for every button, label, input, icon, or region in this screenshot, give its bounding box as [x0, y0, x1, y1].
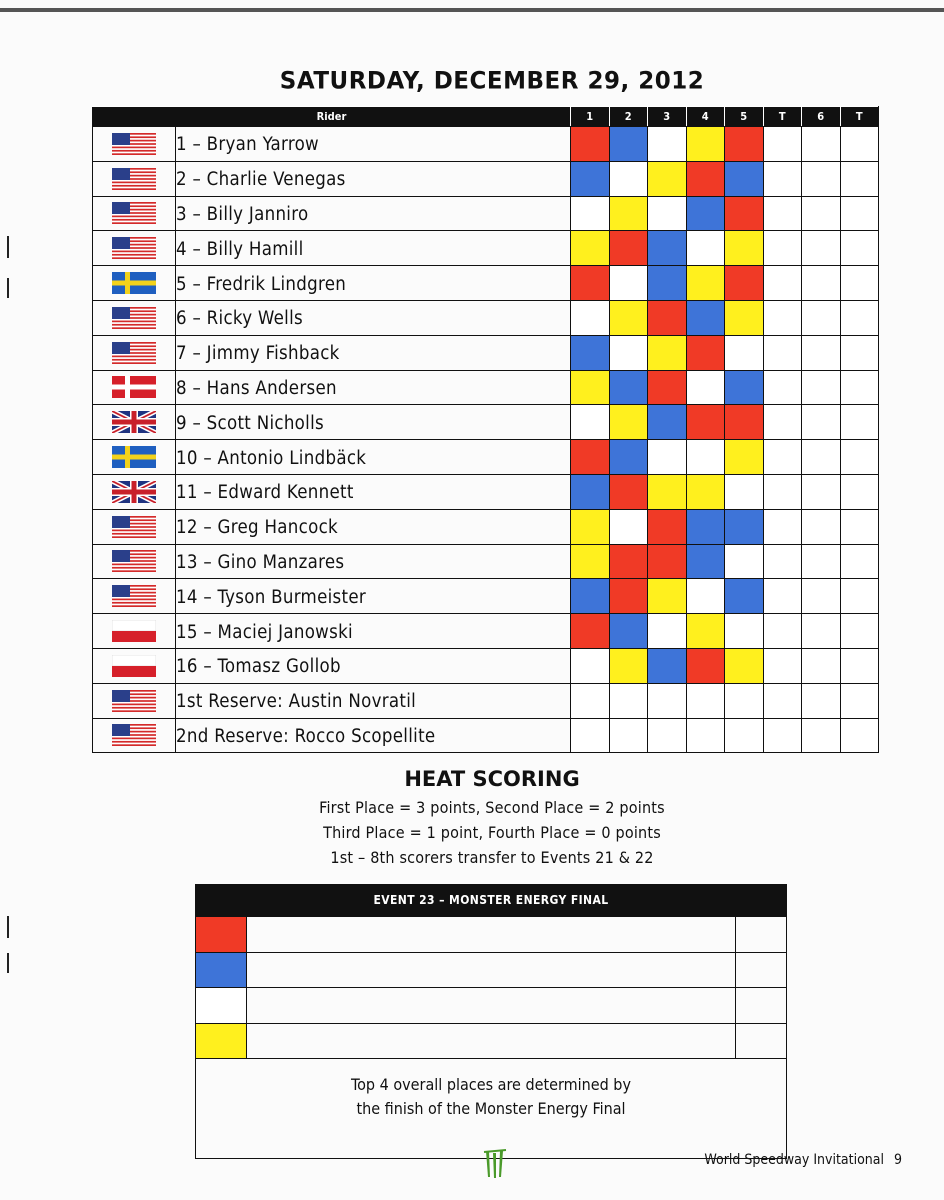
final-rider-cell: [247, 988, 736, 1023]
gate-cell: [802, 440, 841, 475]
gate-cell: [609, 544, 648, 579]
gate-cell: [686, 579, 725, 614]
gate-cell: [648, 544, 687, 579]
flag-cell: [93, 231, 176, 266]
gate-cell: [763, 474, 802, 509]
gate-cell: [686, 266, 725, 301]
flag-cell: [93, 440, 176, 475]
gate-cell: [763, 405, 802, 440]
gate-cell: [763, 266, 802, 301]
rider-row: [93, 266, 879, 301]
gate-cell: [802, 579, 841, 614]
gate-cell: [725, 474, 764, 509]
gate-cell: [802, 718, 841, 753]
scoring-rule-line: 1st – 8th scorers transfer to Events 21 & 22: [330, 848, 654, 867]
gate-cell: [686, 405, 725, 440]
rider-row: [93, 440, 879, 475]
page-footer: [704, 1152, 902, 1168]
gate-cell: [725, 718, 764, 753]
gate-cell: [648, 405, 687, 440]
rider-name: 2 – Charlie Venegas: [176, 169, 346, 191]
gate-color-swatch: [196, 988, 247, 1023]
gate-cell: [686, 370, 725, 405]
gate-cell: [686, 509, 725, 544]
gate-cell: [648, 266, 687, 301]
rider-name: 4 – Billy Hamill: [176, 238, 304, 260]
table-header-row: [93, 107, 879, 127]
gate-cell: [725, 405, 764, 440]
rider-row: [93, 474, 879, 509]
gate-color-swatch: [196, 953, 247, 988]
gate-cell: [802, 231, 841, 266]
gate-cell: [840, 683, 879, 718]
rider-row: [93, 648, 879, 683]
gate-cell: [609, 266, 648, 301]
rider-row: [93, 127, 879, 162]
final-row: [196, 987, 786, 1023]
gate-cell: [609, 614, 648, 649]
gate-cell: [686, 474, 725, 509]
rider-row: [93, 300, 879, 335]
gate-cell: [763, 718, 802, 753]
rider-row: [93, 544, 879, 579]
gate-cell: [802, 300, 841, 335]
flag-cell: [93, 614, 176, 649]
gate-cell: [840, 718, 879, 753]
gate-header: 4: [686, 107, 725, 127]
rider-name: 15 – Maciej Janowski: [176, 621, 353, 643]
gate-header: 6: [802, 107, 841, 127]
rider-row: [93, 718, 879, 753]
flag-cell: [93, 266, 176, 301]
gate-cell: [571, 440, 610, 475]
gate-cell: [725, 648, 764, 683]
poland-flag-icon: [112, 655, 156, 677]
gate-cell: [763, 335, 802, 370]
gate-cell: [763, 614, 802, 649]
sweden-flag-icon: [112, 272, 156, 294]
gate-cell: [802, 370, 841, 405]
rider-row: [93, 509, 879, 544]
usa-flag-icon: [112, 202, 156, 224]
rider-name: 13 – Gino Manzares: [176, 551, 345, 573]
rider-name: 11 – Edward Kennett: [176, 482, 354, 504]
rider-name-cell: [176, 300, 571, 335]
gate-cell: [648, 196, 687, 231]
rider-row: [93, 579, 879, 614]
gate-cell: [763, 196, 802, 231]
gate-cell: [802, 266, 841, 301]
gate-cell: [648, 231, 687, 266]
final-event-header: EVENT 23 – MONSTER ENERGY FINAL: [196, 885, 786, 916]
rider-name-cell: [176, 335, 571, 370]
rider-name: 12 – Greg Hancock: [176, 517, 338, 539]
rider-name-cell: [176, 196, 571, 231]
rider-name: 16 – Tomasz Gollob: [176, 656, 341, 678]
gate-cell: [609, 474, 648, 509]
final-rows: [196, 916, 786, 1058]
gate-cell: [609, 335, 648, 370]
gate-cell: [840, 614, 879, 649]
gate-cell: [648, 474, 687, 509]
gate-cell: [840, 474, 879, 509]
flag-cell: [93, 370, 176, 405]
final-note-line: Top 4 overall places are determined by: [351, 1075, 631, 1094]
gate-cell: [648, 683, 687, 718]
binder-mark: [7, 278, 9, 298]
flag-cell: [93, 544, 176, 579]
gate-cell: [571, 127, 610, 162]
usa-flag-icon: [112, 585, 156, 607]
gate-cell: [609, 370, 648, 405]
flag-cell: [93, 579, 176, 614]
gate-cell: [571, 509, 610, 544]
usa-flag-icon: [112, 307, 156, 329]
gate-cell: [609, 718, 648, 753]
rider-rows: [93, 127, 879, 753]
gate-cell: [763, 161, 802, 196]
gate-cell: [686, 440, 725, 475]
gate-cell: [725, 196, 764, 231]
flag-cell: [93, 300, 176, 335]
gate-cell: [609, 579, 648, 614]
gate-cell: [763, 544, 802, 579]
gate-cell: [648, 127, 687, 162]
gate-cell: [609, 405, 648, 440]
gate-cell: [571, 370, 610, 405]
usa-flag-icon: [112, 237, 156, 259]
gate-header: T: [763, 107, 802, 127]
rider-name-cell: [176, 370, 571, 405]
gate-cell: [763, 370, 802, 405]
rider-name-cell: [176, 614, 571, 649]
gate-cell: [725, 509, 764, 544]
gate-cell: [802, 648, 841, 683]
rider-gate-table: [92, 106, 879, 753]
gate-cell: [648, 440, 687, 475]
flag-cell: [93, 718, 176, 753]
gate-cell: [802, 683, 841, 718]
rider-row: [93, 196, 879, 231]
gate-cell: [571, 335, 610, 370]
gate-cell: [725, 266, 764, 301]
gate-cell: [840, 648, 879, 683]
gate-cell: [571, 579, 610, 614]
usa-flag-icon: [112, 516, 156, 538]
rider-name: 14 – Tyson Burmeister: [176, 586, 367, 608]
gate-cell: [609, 300, 648, 335]
gate-cell: [802, 335, 841, 370]
rider-name-cell: [176, 161, 571, 196]
gate-cell: [840, 127, 879, 162]
rider-name: 6 – Ricky Wells: [176, 308, 303, 330]
gate-cell: [840, 370, 879, 405]
top-rule: [0, 8, 944, 12]
rider-name-cell: [176, 440, 571, 475]
rider-name-cell: [176, 509, 571, 544]
gate-color-swatch: [196, 1024, 247, 1059]
rider-name-cell: [176, 405, 571, 440]
rider-name-cell: [176, 474, 571, 509]
rider-row: [93, 335, 879, 370]
gate-cell: [686, 335, 725, 370]
rider-name: 3 – Billy Janniro: [176, 203, 309, 225]
final-note: [196, 1058, 786, 1158]
rider-name-cell: [176, 579, 571, 614]
usa-flag-icon: [112, 133, 156, 155]
gate-cell: [802, 614, 841, 649]
gate-cell: [840, 509, 879, 544]
gate-cell: [648, 161, 687, 196]
gate-cell: [725, 370, 764, 405]
gate-cell: [802, 509, 841, 544]
gate-cell: [571, 648, 610, 683]
gate-cell: [609, 509, 648, 544]
gate-cell: [840, 405, 879, 440]
gate-cell: [686, 614, 725, 649]
gate-cell: [686, 127, 725, 162]
rider-name: 1 – Bryan Yarrow: [176, 134, 319, 156]
gate-cell: [763, 127, 802, 162]
final-rider-cell: [247, 917, 736, 952]
gate-cell: [609, 231, 648, 266]
gate-cell: [609, 161, 648, 196]
gate-header: T: [840, 107, 879, 127]
final-note-line: the finish of the Monster Energy Final: [356, 1099, 626, 1118]
gate-cell: [648, 718, 687, 753]
gate-header: 5: [725, 107, 764, 127]
usa-flag-icon: [112, 724, 156, 746]
final-row: [196, 916, 786, 952]
flag-cell: [93, 161, 176, 196]
flag-cell: [93, 474, 176, 509]
final-points-cell: [736, 953, 786, 988]
rider-row: [93, 161, 879, 196]
usa-flag-icon: [112, 168, 156, 190]
final-event-table: [195, 884, 787, 1159]
flag-cell: [93, 335, 176, 370]
flag-cell: [93, 648, 176, 683]
gate-cell: [686, 196, 725, 231]
gate-cell: [802, 544, 841, 579]
gate-cell: [802, 161, 841, 196]
rider-name: 9 – Scott Nicholls: [176, 412, 324, 434]
gate-cell: [571, 161, 610, 196]
uk-flag-icon: [112, 411, 156, 433]
gate-cell: [648, 509, 687, 544]
flag-cell: [93, 509, 176, 544]
gate-cell: [609, 683, 648, 718]
gate-cell: [840, 300, 879, 335]
scoring-rule-line: Third Place = 1 point, Fourth Place = 0 points: [323, 823, 661, 842]
monster-claw-logo: [482, 1148, 508, 1180]
rider-name: 5 – Fredrik Lindgren: [176, 273, 347, 295]
gate-cell: [686, 683, 725, 718]
gate-cell: [802, 127, 841, 162]
rider-name-cell: [176, 127, 571, 162]
gate-cell: [763, 300, 802, 335]
flag-cell: [93, 683, 176, 718]
gate-cell: [840, 579, 879, 614]
gate-cell: [725, 440, 764, 475]
gate-cell: [571, 266, 610, 301]
flag-cell: [93, 127, 176, 162]
gate-cell: [725, 579, 764, 614]
final-points-cell: [736, 1024, 786, 1059]
gate-cell: [571, 405, 610, 440]
rider-column-header: Rider: [93, 107, 571, 127]
rider-row: [93, 370, 879, 405]
gate-cell: [648, 579, 687, 614]
gate-cell: [609, 196, 648, 231]
gate-cell: [840, 266, 879, 301]
gate-cell: [609, 127, 648, 162]
gate-cell: [840, 161, 879, 196]
final-points-cell: [736, 917, 786, 952]
gate-cell: [648, 648, 687, 683]
gate-cell: [725, 335, 764, 370]
publication-name: World Speedway Invitational: [704, 1152, 884, 1168]
gate-cell: [686, 231, 725, 266]
rider-row: [93, 231, 879, 266]
rider-name: 1st Reserve: Austin Novratil: [176, 691, 417, 713]
final-rider-cell: [247, 1024, 736, 1059]
rider-name-cell: [176, 266, 571, 301]
flag-cell: [93, 196, 176, 231]
gate-cell: [571, 718, 610, 753]
gate-cell: [648, 614, 687, 649]
gate-cell: [840, 231, 879, 266]
gate-cell: [763, 579, 802, 614]
binder-mark: [7, 953, 9, 973]
gate-cell: [725, 161, 764, 196]
usa-flag-icon: [112, 550, 156, 572]
gate-cell: [725, 300, 764, 335]
denmark-flag-icon: [112, 376, 156, 398]
heat-scoring-title: HEAT SCORING: [404, 767, 580, 791]
gate-cell: [571, 231, 610, 266]
gate-cell: [571, 300, 610, 335]
gate-cell: [763, 231, 802, 266]
gate-cell: [609, 648, 648, 683]
gate-cell: [763, 683, 802, 718]
page-title: SATURDAY, DECEMBER 29, 2012: [279, 67, 705, 95]
rider-name-cell: [176, 648, 571, 683]
gate-cell: [725, 544, 764, 579]
uk-flag-icon: [112, 481, 156, 503]
gate-header: 3: [648, 107, 687, 127]
gate-cell: [725, 683, 764, 718]
rider-name-cell: [176, 231, 571, 266]
final-rider-cell: [247, 953, 736, 988]
rider-name: 2nd Reserve: Rocco Scopellite: [176, 725, 436, 747]
rider-row: [93, 405, 879, 440]
rider-row: [93, 614, 879, 649]
gate-cell: [686, 300, 725, 335]
gate-color-swatch: [196, 917, 247, 952]
gate-cell: [840, 196, 879, 231]
gate-cell: [763, 648, 802, 683]
rider-row: [93, 683, 879, 718]
gate-cell: [648, 335, 687, 370]
final-points-cell: [736, 988, 786, 1023]
gate-cell: [571, 614, 610, 649]
gate-cell: [802, 474, 841, 509]
gate-header: 1: [571, 107, 610, 127]
gate-cell: [609, 440, 648, 475]
gate-cell: [840, 335, 879, 370]
gate-cell: [763, 509, 802, 544]
rider-name-cell: [176, 544, 571, 579]
flag-cell: [93, 405, 176, 440]
final-row: [196, 952, 786, 988]
gate-cell: [648, 370, 687, 405]
rider-name: 7 – Jimmy Fishback: [176, 343, 340, 365]
gate-cell: [686, 718, 725, 753]
sweden-flag-icon: [112, 446, 156, 468]
gate-cell: [725, 614, 764, 649]
rider-name-cell: [176, 718, 571, 753]
gate-header: 2: [609, 107, 648, 127]
gate-cell: [763, 440, 802, 475]
rider-name: 10 – Antonio Lindbäck: [176, 447, 367, 469]
page-number: 9: [893, 1152, 902, 1168]
gate-cell: [802, 196, 841, 231]
gate-cell: [648, 300, 687, 335]
gate-cell: [802, 405, 841, 440]
gate-cell: [571, 683, 610, 718]
gate-cell: [840, 544, 879, 579]
gate-cell: [725, 231, 764, 266]
gate-cell: [686, 161, 725, 196]
gate-cell: [571, 544, 610, 579]
binder-mark: [7, 236, 9, 258]
rider-name-cell: [176, 683, 571, 718]
gate-cell: [686, 544, 725, 579]
scoring-rule-line: First Place = 3 points, Second Place = 2 points: [319, 798, 665, 817]
gate-cell: [725, 127, 764, 162]
gate-cell: [840, 440, 879, 475]
gate-cell: [571, 474, 610, 509]
gate-cell: [571, 196, 610, 231]
rider-name: 8 – Hans Andersen: [176, 377, 337, 399]
gate-cell: [686, 648, 725, 683]
usa-flag-icon: [112, 690, 156, 712]
usa-flag-icon: [112, 342, 156, 364]
poland-flag-icon: [112, 620, 156, 642]
binder-mark: [7, 916, 9, 938]
final-row: [196, 1023, 786, 1059]
